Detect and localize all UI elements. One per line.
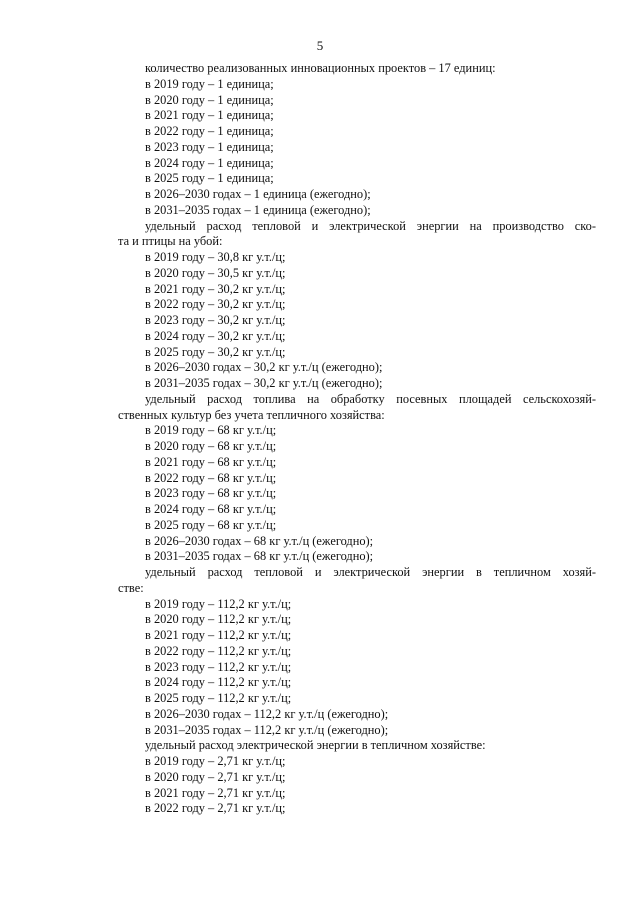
text-line: в 2023 году – 68 кг у.т./ц; <box>145 486 277 501</box>
text-line: в 2023 году – 30,2 кг у.т./ц; <box>145 313 286 327</box>
text-line: в 2022 году – 2,71 кг у.т./ц; <box>145 801 286 816</box>
document-body <box>118 61 596 817</box>
text-line: удельный расход тепловой и электрической энергии на производство ско- <box>145 218 596 233</box>
text-line: в 2021 году – 68 кг у.т./ц; <box>145 454 277 469</box>
text-line: в 2026–2030 годах – 1 единица (ежегодно); <box>145 187 371 201</box>
text-line: в 2020 году – 68 кг у.т./ц; <box>145 439 277 453</box>
text-line: удельный расход электрической энергии в тепличном хозяйстве: <box>145 738 486 753</box>
text-line: удельный расход тепловой и электрической энергии в тепличном хозяй- <box>145 565 596 579</box>
text-line: в 2021 году – 112,2 кг у.т./ц; <box>145 628 292 642</box>
text-line: в 2026–2030 годах – 68 кг у.т./ц (ежегодно); <box>145 533 374 548</box>
text-line: удельный расход топлива на обработку посевных площадей сельскохозяй- <box>145 391 596 406</box>
text-line: в 2024 году – 68 кг у.т./ц; <box>145 502 277 516</box>
text-line: в 2022 году – 68 кг у.т./ц; <box>145 470 277 485</box>
text-line: стве: <box>118 580 144 595</box>
text-line: в 2020 году – 30,5 кг у.т./ц; <box>145 265 286 280</box>
text-line: в 2021 году – 2,71 кг у.т./ц; <box>145 785 286 800</box>
text-line: в 2025 году – 112,2 кг у.т./ц; <box>145 691 292 705</box>
text-line: в 2025 году – 68 кг у.т./ц; <box>145 517 277 532</box>
text-line: в 2024 году – 112,2 кг у.т./ц; <box>145 675 292 690</box>
text-line: в 2023 году – 112,2 кг у.т./ц; <box>145 659 292 674</box>
text-line: в 2023 году – 1 единица; <box>145 139 274 154</box>
text-line: в 2022 году – 1 единица; <box>145 124 274 138</box>
text-line: в 2021 году – 1 единица; <box>145 108 274 123</box>
text-line: в 2020 году – 2,71 кг у.т./ц; <box>145 769 286 784</box>
text-line: в 2021 году – 30,2 кг у.т./ц; <box>145 281 286 296</box>
text-line: в 2019 году – 30,8 кг у.т./ц; <box>145 250 286 264</box>
text-line: в 2022 году – 30,2 кг у.т./ц; <box>145 297 286 312</box>
text-line: в 2031–2035 годах – 68 кг у.т./ц (ежегодно); <box>145 549 374 564</box>
text-line: та и птицы на убой: <box>118 234 223 249</box>
text-line: в 2024 году – 1 единица; <box>145 155 274 170</box>
page-number: 5 <box>316 38 324 53</box>
text-line: в 2019 году – 1 единица; <box>145 76 274 91</box>
text-line: в 2019 году – 68 кг у.т./ц; <box>145 423 277 438</box>
text-line: в 2031–2035 годах – 30,2 кг у.т./ц (ежегодно); <box>145 376 383 390</box>
text-line: в 2031–2035 годах – 1 единица (ежегодно); <box>145 202 371 217</box>
text-line: в 2025 году – 1 единица; <box>145 171 274 186</box>
text-line: в 2026–2030 годах – 112,2 кг у.т./ц (ежегодно); <box>145 706 389 721</box>
text-line: в 2020 году – 112,2 кг у.т./ц; <box>145 612 292 627</box>
text-line: в 2020 году – 1 единица; <box>145 92 274 107</box>
text-line: количество реализованных инновационных проектов – 17 единиц: <box>145 61 496 75</box>
text-line: в 2025 году – 30,2 кг у.т./ц; <box>145 344 286 359</box>
text-line: в 2019 году – 2,71 кг у.т./ц; <box>145 754 286 768</box>
text-line: в 2024 году – 30,2 кг у.т./ц; <box>145 328 286 343</box>
text-line: ственных культур без учета тепличного хозяйства: <box>118 407 385 422</box>
text-line: в 2026–2030 годах – 30,2 кг у.т./ц (ежегодно); <box>145 360 383 375</box>
text-line: в 2019 году – 112,2 кг у.т./ц; <box>145 596 292 611</box>
text-line: в 2031–2035 годах – 112,2 кг у.т./ц (ежегодно); <box>145 722 389 737</box>
text-line: в 2022 году – 112,2 кг у.т./ц; <box>145 643 292 658</box>
